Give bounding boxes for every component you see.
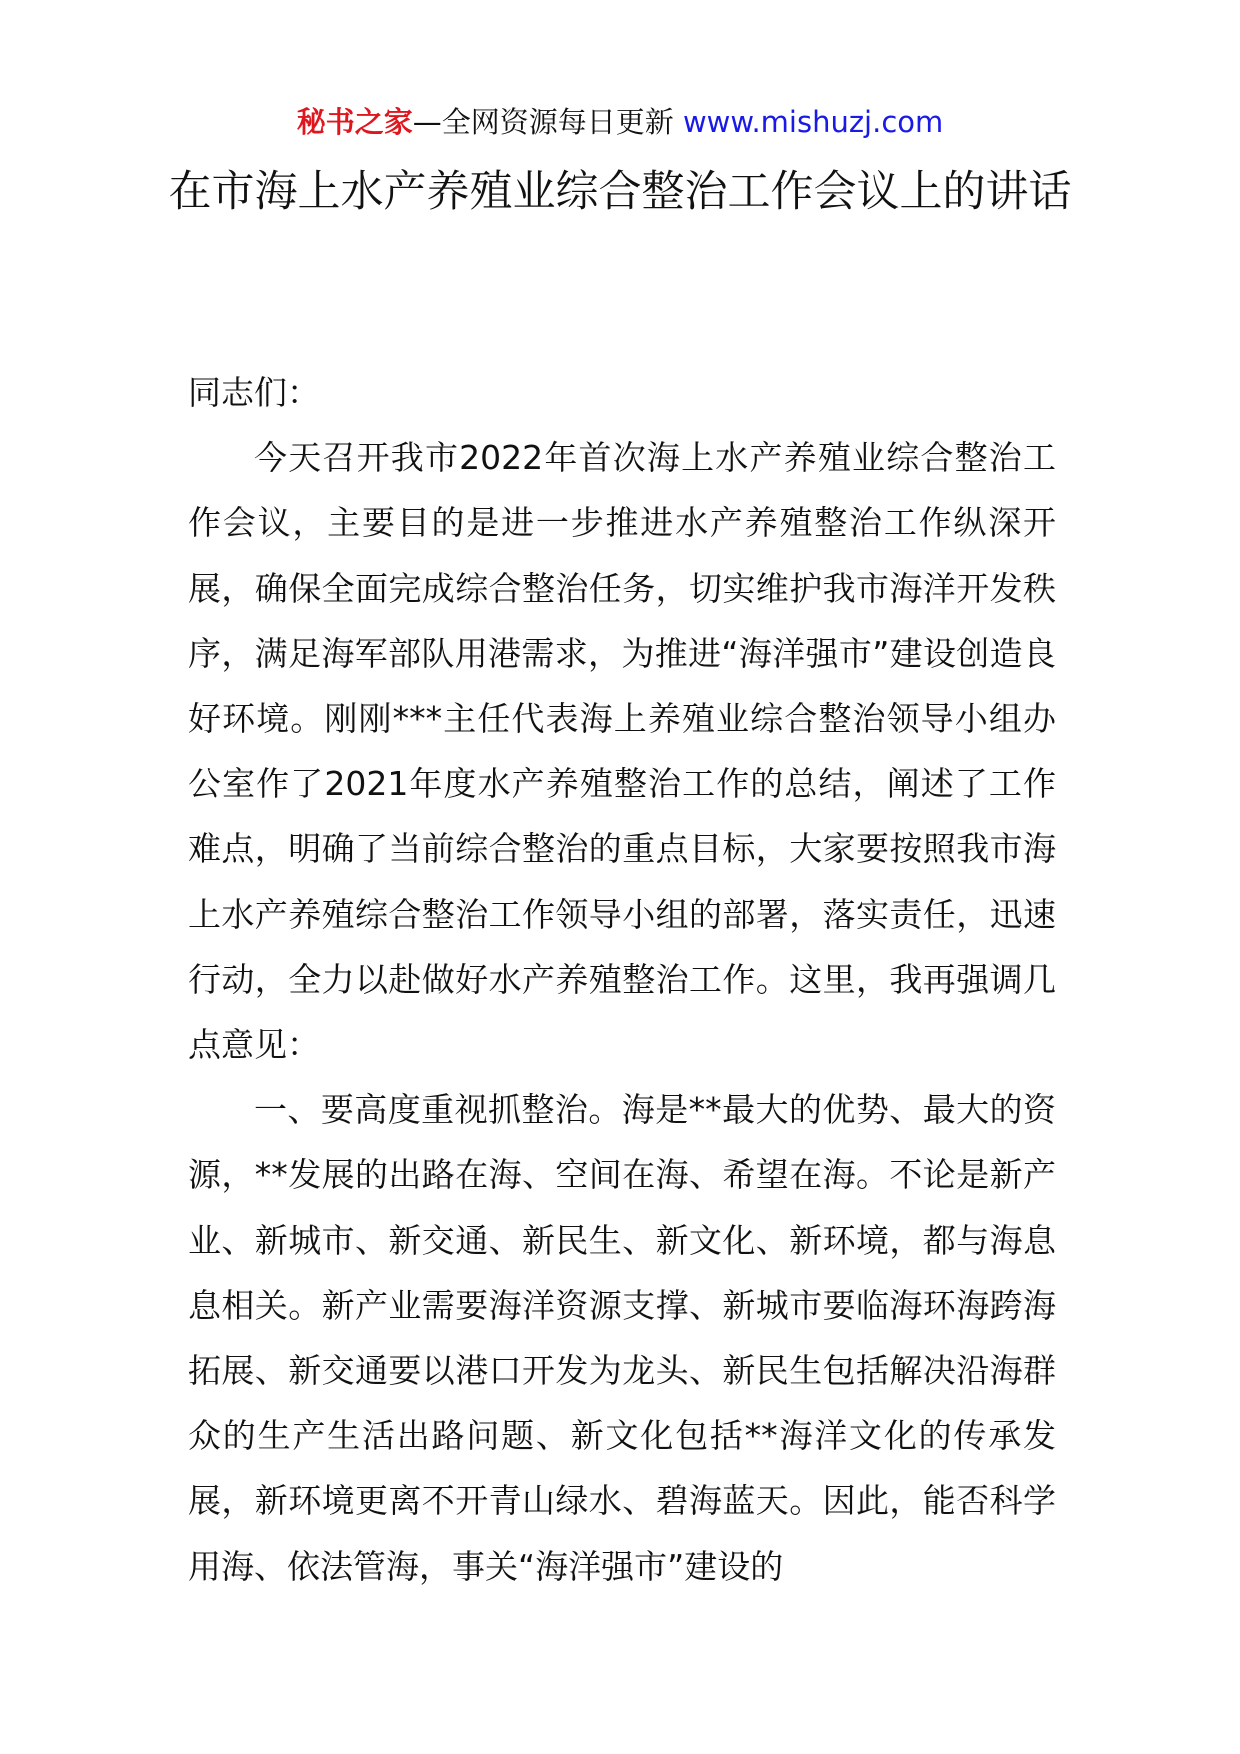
paragraph-intro: 今天召开我市2022年首次海上水产养殖业综合整治工作会议，主要目的是进一步推进水产养殖整治工作纵深开展，确保全面完成综合整治任务，切实维护我市海洋开发秩序，满足海军部队用港需求，为推进“海洋强市”建设创造良好环境。刚刚***主任代表海上养殖业综合整治领导小组办公室作了2021年度水产养殖整治工作的总结，阐述了工作难点，明确了当前综合整治的重点目标，大家要按照我市海上水产养殖综合整治工作领导小组的部署，落实责任，迅速行动，全力以赴做好水产养殖整治工作。这里，我再强调几点意见： [188,438,1056,1065]
paragraph-section-one: 一、要高度重视抓整治。海是**最大的优势、最大的资源，**发展的出路在海、空间在海、希望在海。不论是新产业、新城市、新交通、新民生、新文化、新环境，都与海息息相关。新产业需要海洋资源支撑、新城市要临海环海跨海拓展、新交通要以港口开发为龙头、新民生包括解决沿海群众的生产生活出路问题、新文化包括**海洋文化的传承发展，新环境更离不开青山绿水、碧海蓝天。因此，能否科学用海、依法管海，事关“海洋强市”建设的 [188,1090,1056,1586]
document-body [188,360,1056,1599]
site-brand: 秘书之家 [296,105,413,139]
document-title: 在市海上水产养殖业综合整治工作会议上的讲话 [168,167,1072,217]
page-header [0,100,1240,144]
site-slogan: —全网资源每日更新 [412,105,674,139]
site-url-link[interactable]: www.mishuzj.com [682,105,944,139]
salutation: 同志们： [188,373,320,412]
